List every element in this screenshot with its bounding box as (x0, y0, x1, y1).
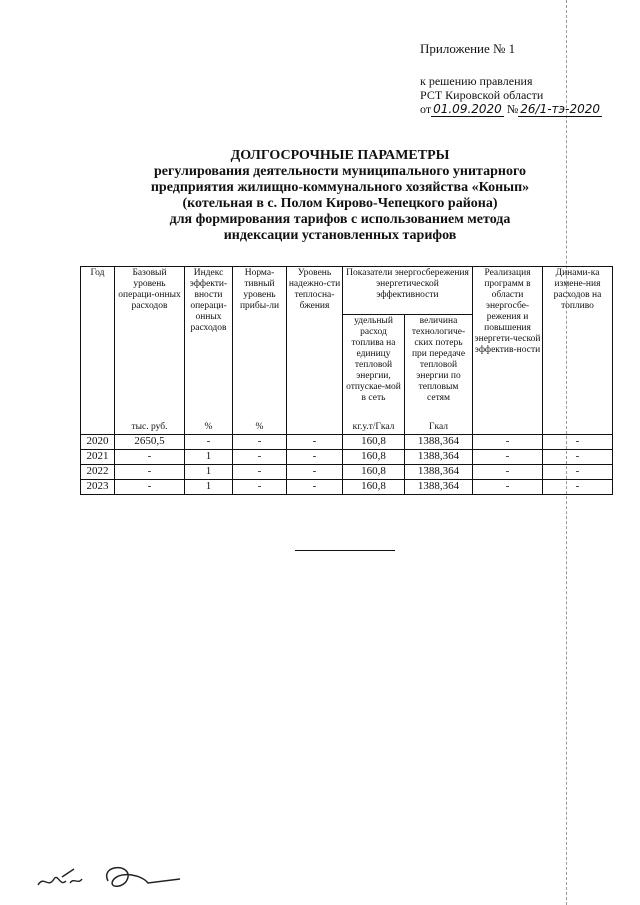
cell-reliability: - (287, 434, 343, 449)
cell-reliability: - (287, 479, 343, 494)
cell-programs: - (473, 464, 543, 479)
header-programs: Реализация программ в области энергосбе-режения и повышения энергети-ческой эффектив-ности (473, 267, 543, 421)
authority-line: РСТ Кировской области (420, 88, 544, 102)
decision-line: к решению правления (420, 74, 533, 88)
approval-block (420, 42, 620, 116)
header-base-costs: Базовый уровень операци-онных расходов (115, 267, 185, 421)
unit-index: % (185, 421, 233, 435)
decision-date-line (420, 102, 620, 116)
table-row (81, 479, 613, 494)
appendix-label: Приложение № 1 (420, 41, 516, 56)
header-heat-losses: величина технологиче-ских потерь при передаче тепловой энергии по тепловым сетям (405, 315, 473, 421)
unit-losses: Гкал (405, 421, 473, 435)
cell-year: 2023 (81, 479, 115, 494)
cell-losses: 1388,364 (405, 449, 473, 464)
cell-reliability: - (287, 464, 343, 479)
header-profit-level: Норма-тивный уровень прибы-ли (233, 267, 287, 421)
end-rule (295, 550, 395, 551)
unit-reliability (287, 421, 343, 435)
unit-profit: % (233, 421, 287, 435)
cell-index: 1 (185, 464, 233, 479)
unit-base: тыс. руб. (115, 421, 185, 435)
cell-programs: - (473, 449, 543, 464)
decision-date: 01.09.2020 (433, 102, 502, 116)
title-line-2: регулирования деятельности муниципального унитарного (154, 164, 526, 179)
cell-profit: - (233, 449, 287, 464)
title-line-5: для формирования тарифов с использованием метода (169, 212, 511, 227)
cell-index: - (185, 434, 233, 449)
header-fuel-dynamics: Динами-ка измене-ния расходов на топливо (543, 267, 613, 421)
header-efficiency-index: Индекс эффекти-вности операци-онных расходов (185, 267, 233, 421)
cell-dynamics: - (543, 434, 613, 449)
cell-profit: - (233, 434, 287, 449)
cell-losses: 1388,364 (405, 464, 473, 479)
unit-programs (473, 421, 543, 435)
cell-year: 2022 (81, 464, 115, 479)
table-row (81, 449, 613, 464)
table-row (81, 434, 613, 449)
cell-year: 2020 (81, 434, 115, 449)
title-line-3: предприятия жилищно-коммунального хозяйства «Конып» (150, 180, 530, 195)
cell-year: 2021 (81, 449, 115, 464)
cell-dynamics: - (543, 464, 613, 479)
cell-base: - (115, 464, 185, 479)
unit-fuel: кг.у.т/Гкал (343, 421, 405, 435)
date-prefix: от (420, 102, 432, 116)
document-title (60, 148, 620, 244)
title-line-6: индексации установленных тарифов (223, 228, 457, 243)
table-row (81, 464, 613, 479)
cell-programs: - (473, 434, 543, 449)
cell-base: 2650,5 (115, 434, 185, 449)
cell-losses: 1388,364 (405, 434, 473, 449)
cell-dynamics: - (543, 449, 613, 464)
cell-fuel: 160,8 (343, 434, 405, 449)
header-reliability: Уровень надежно-сти теплосна-бжения (287, 267, 343, 421)
decision-number: 26/1-тэ-2020 (520, 102, 600, 116)
header-energy-indicators: Показатели энергосбережения энергетической эффективности (343, 267, 473, 315)
header-specific-fuel: удельный расход топлива на единицу тепловой энергии, отпускае-мой в сеть (343, 315, 405, 421)
cell-fuel: 160,8 (343, 449, 405, 464)
cell-fuel: 160,8 (343, 479, 405, 494)
cell-index: 1 (185, 479, 233, 494)
cell-profit: - (233, 479, 287, 494)
cell-base: - (115, 479, 185, 494)
cell-reliability: - (287, 449, 343, 464)
cell-dynamics: - (543, 479, 613, 494)
title-line-4: (котельная в с. Полом Кирово-Чепецкого района) (182, 196, 498, 211)
header-year: Год (81, 267, 115, 421)
cell-index: 1 (185, 449, 233, 464)
cell-losses: 1388,364 (405, 479, 473, 494)
unit-year (81, 421, 115, 435)
parameters-table (80, 266, 613, 495)
cell-programs: - (473, 479, 543, 494)
unit-dynamics (543, 421, 613, 435)
title-line-1: ДОЛГОСРОЧНЫЕ ПАРАМЕТРЫ (230, 148, 450, 163)
number-prefix: № (506, 102, 519, 116)
cell-profit: - (233, 464, 287, 479)
cell-base: - (115, 449, 185, 464)
handwritten-signature (30, 855, 190, 900)
cell-fuel: 160,8 (343, 464, 405, 479)
